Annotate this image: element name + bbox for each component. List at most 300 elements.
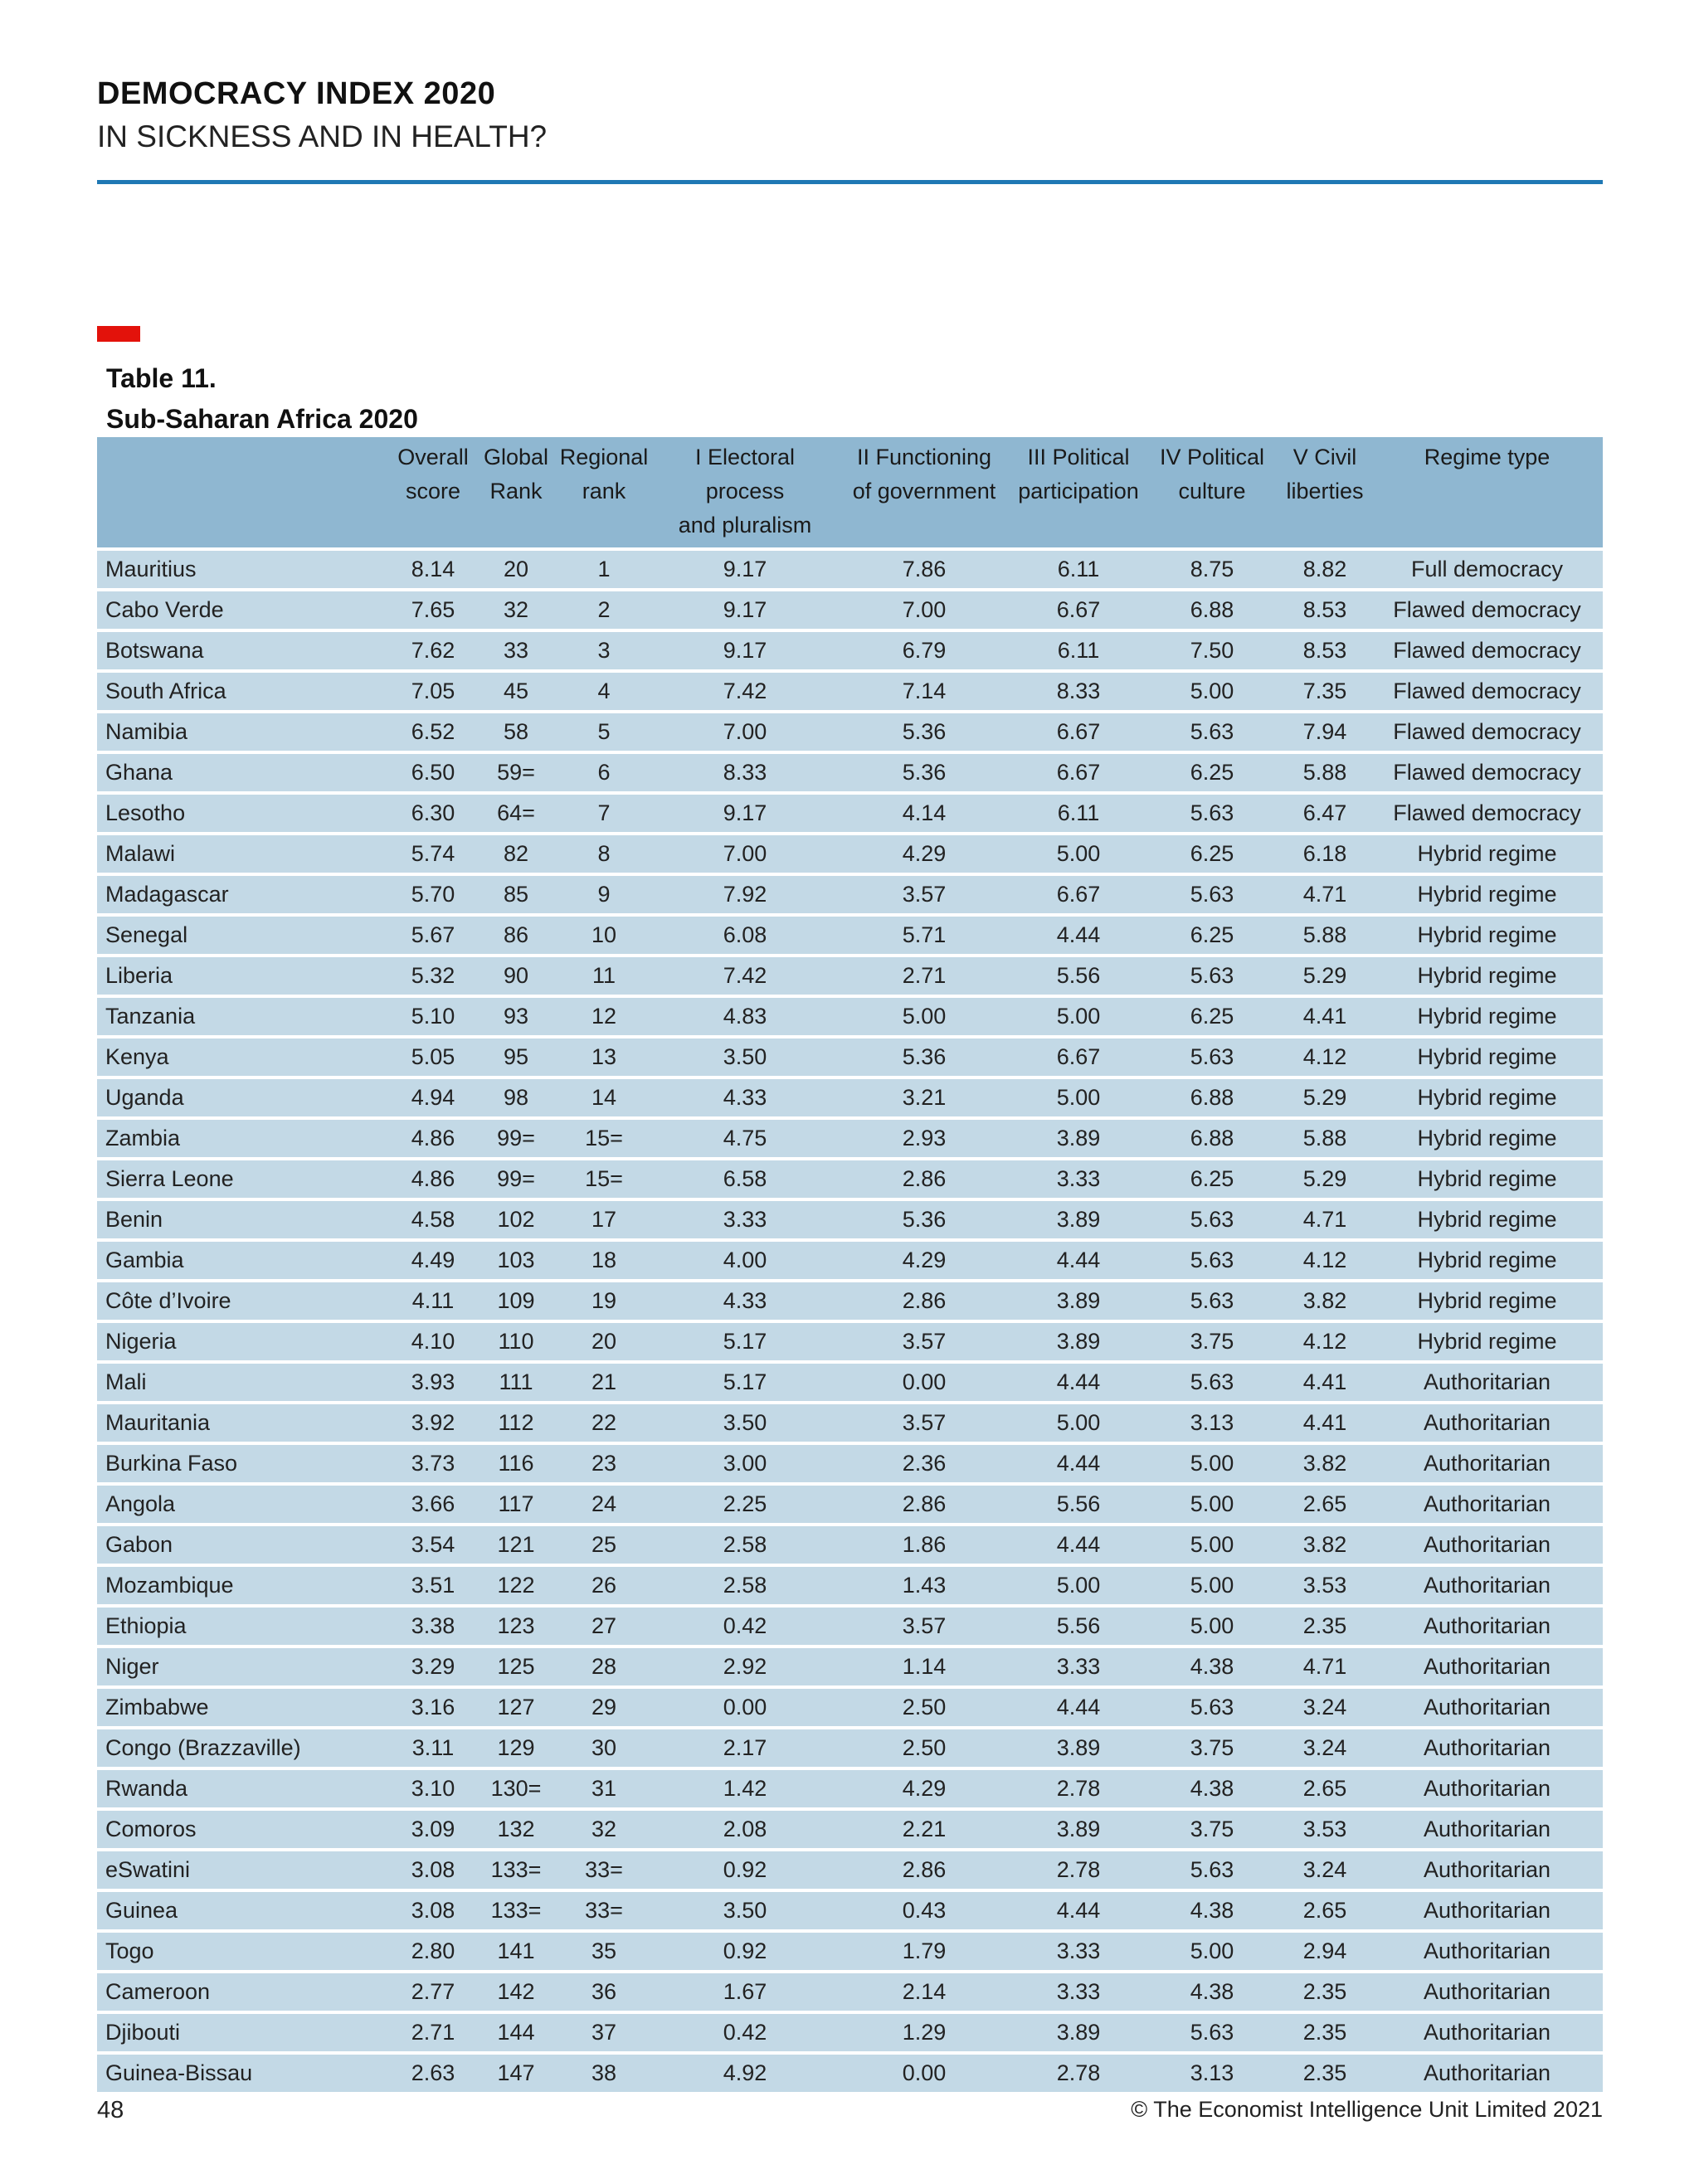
table-row: [97, 1238, 1603, 1279]
regime-type-cell: Flawed democracy: [1371, 791, 1603, 832]
functioning-government-cell: 0.00: [837, 2051, 1011, 2092]
electoral-process-cell: 4.33: [653, 1279, 837, 1320]
overall-score-cell: 3.08: [389, 1848, 477, 1889]
overall-score-cell: 4.86: [389, 1157, 477, 1198]
overall-score-cell: 3.11: [389, 1726, 477, 1767]
table-body: [97, 547, 1603, 2092]
political-participation-cell: 5.56: [1011, 1604, 1146, 1645]
regime-type-cell: Flawed democracy: [1371, 629, 1603, 669]
civil-liberties-cell: 3.53: [1278, 1564, 1371, 1604]
regime-type-cell: Authoritarian: [1371, 1929, 1603, 1970]
table-number: Table 11.: [106, 363, 217, 393]
regional-rank-cell: 13: [555, 1035, 653, 1076]
overall-score-cell: 7.65: [389, 588, 477, 629]
civil-liberties-cell: 4.41: [1278, 1360, 1371, 1401]
regional-rank-cell: 8: [555, 832, 653, 873]
global-rank-cell: 32: [477, 588, 555, 629]
regional-rank-cell: 36: [555, 1970, 653, 2011]
regime-type-cell: Hybrid regime: [1371, 1076, 1603, 1116]
overall-score-cell: 2.63: [389, 2051, 477, 2092]
column-header-line2: participation: [1018, 479, 1139, 503]
electoral-process-cell: 7.00: [653, 710, 837, 751]
regime-type-cell: Authoritarian: [1371, 1889, 1603, 1929]
overall-score-cell: 2.80: [389, 1929, 477, 1970]
document-subtitle: IN SICKNESS AND IN HEALTH?: [97, 119, 548, 153]
global-rank-cell: 123: [477, 1604, 555, 1645]
functioning-government-cell: 6.79: [837, 629, 1011, 669]
global-rank-cell: 130=: [477, 1767, 555, 1807]
political-participation-cell: 2.78: [1011, 1848, 1146, 1889]
overall-score-cell: 2.71: [389, 2011, 477, 2051]
political-culture-cell: 6.88: [1146, 588, 1278, 629]
civil-liberties-cell: 3.53: [1278, 1807, 1371, 1848]
column-header: [653, 437, 837, 547]
global-rank-cell: 99=: [477, 1116, 555, 1157]
regional-rank-cell: 24: [555, 1482, 653, 1523]
electoral-process-cell: 3.50: [653, 1035, 837, 1076]
global-rank-cell: 141: [477, 1929, 555, 1970]
political-culture-cell: 5.00: [1146, 1442, 1278, 1482]
global-rank-cell: 110: [477, 1320, 555, 1360]
regime-type-cell: Authoritarian: [1371, 1482, 1603, 1523]
electoral-process-cell: 2.58: [653, 1564, 837, 1604]
electoral-process-cell: 4.33: [653, 1076, 837, 1116]
table-row: [97, 1645, 1603, 1685]
political-participation-cell: 3.33: [1011, 1929, 1146, 1970]
country-cell: Angola: [97, 1482, 389, 1523]
country-cell: Gambia: [97, 1238, 389, 1279]
functioning-government-cell: 3.57: [837, 873, 1011, 913]
electoral-process-cell: 0.42: [653, 1604, 837, 1645]
electoral-process-cell: 4.83: [653, 995, 837, 1035]
political-participation-cell: 5.00: [1011, 832, 1146, 873]
country-cell: Botswana: [97, 629, 389, 669]
civil-liberties-cell: 5.88: [1278, 1116, 1371, 1157]
political-culture-cell: 4.38: [1146, 1889, 1278, 1929]
political-participation-cell: 3.89: [1011, 1726, 1146, 1767]
overall-score-cell: 3.51: [389, 1564, 477, 1604]
regional-rank-cell: 3: [555, 629, 653, 669]
country-cell: Mauritania: [97, 1401, 389, 1442]
political-culture-cell: 6.25: [1146, 832, 1278, 873]
column-header-line1: IV Political: [1159, 445, 1265, 469]
global-rank-cell: 132: [477, 1807, 555, 1848]
civil-liberties-cell: 5.29: [1278, 1157, 1371, 1198]
regime-type-cell: Hybrid regime: [1371, 954, 1603, 995]
political-culture-cell: 5.63: [1146, 1035, 1278, 1076]
electoral-process-cell: 9.17: [653, 791, 837, 832]
overall-score-cell: 3.10: [389, 1767, 477, 1807]
regime-type-cell: Hybrid regime: [1371, 1279, 1603, 1320]
regime-type-cell: Hybrid regime: [1371, 1116, 1603, 1157]
overall-score-cell: 5.67: [389, 913, 477, 954]
functioning-government-cell: 2.86: [837, 1848, 1011, 1889]
country-cell: Mozambique: [97, 1564, 389, 1604]
table-row: [97, 669, 1603, 710]
column-header: [837, 437, 1011, 547]
civil-liberties-cell: 5.88: [1278, 751, 1371, 791]
electoral-process-cell: 7.42: [653, 954, 837, 995]
column-header: [1146, 437, 1278, 547]
functioning-government-cell: 5.00: [837, 995, 1011, 1035]
table-row: [97, 2051, 1603, 2092]
table-row: [97, 2011, 1603, 2051]
regime-type-cell: Hybrid regime: [1371, 1157, 1603, 1198]
column-header-line2: rank: [582, 479, 626, 503]
regime-type-cell: Authoritarian: [1371, 1685, 1603, 1726]
table-row: [97, 1929, 1603, 1970]
global-rank-cell: 127: [477, 1685, 555, 1726]
political-culture-cell: 3.75: [1146, 1320, 1278, 1360]
civil-liberties-cell: 7.94: [1278, 710, 1371, 751]
overall-score-cell: 5.74: [389, 832, 477, 873]
political-culture-cell: 3.75: [1146, 1807, 1278, 1848]
civil-liberties-cell: 4.12: [1278, 1320, 1371, 1360]
country-cell: Benin: [97, 1198, 389, 1238]
country-cell: Cameroon: [97, 1970, 389, 2011]
electoral-process-cell: 4.00: [653, 1238, 837, 1279]
political-participation-cell: 5.00: [1011, 1564, 1146, 1604]
functioning-government-cell: 1.14: [837, 1645, 1011, 1685]
column-header-line2: Rank: [489, 479, 543, 503]
regime-type-cell: Authoritarian: [1371, 1807, 1603, 1848]
political-participation-cell: 6.11: [1011, 629, 1146, 669]
electoral-process-cell: 1.67: [653, 1970, 837, 2011]
political-culture-cell: 5.63: [1146, 710, 1278, 751]
electoral-process-cell: 6.08: [653, 913, 837, 954]
political-culture-cell: 5.63: [1146, 1238, 1278, 1279]
regime-type-cell: Authoritarian: [1371, 1848, 1603, 1889]
country-cell: Zimbabwe: [97, 1685, 389, 1726]
regional-rank-cell: 28: [555, 1645, 653, 1685]
civil-liberties-cell: 5.29: [1278, 1076, 1371, 1116]
global-rank-cell: 64=: [477, 791, 555, 832]
political-participation-cell: 6.67: [1011, 873, 1146, 913]
political-participation-cell: 3.33: [1011, 1970, 1146, 2011]
political-participation-cell: 4.44: [1011, 1360, 1146, 1401]
overall-score-cell: 3.92: [389, 1401, 477, 1442]
regime-type-cell: Authoritarian: [1371, 1523, 1603, 1564]
regional-rank-cell: 10: [555, 913, 653, 954]
column-header: [555, 437, 653, 547]
functioning-government-cell: 5.36: [837, 710, 1011, 751]
functioning-government-cell: 5.36: [837, 1035, 1011, 1076]
country-cell: Burkina Faso: [97, 1442, 389, 1482]
functioning-government-cell: 1.79: [837, 1929, 1011, 1970]
table-header-row: [97, 437, 1603, 547]
global-rank-cell: 45: [477, 669, 555, 710]
electoral-process-cell: 0.92: [653, 1848, 837, 1889]
table-caption: [106, 358, 1599, 440]
functioning-government-cell: 7.86: [837, 547, 1011, 588]
electoral-process-cell: 2.58: [653, 1523, 837, 1564]
civil-liberties-cell: 4.12: [1278, 1238, 1371, 1279]
regional-rank-cell: 7: [555, 791, 653, 832]
political-culture-cell: 6.25: [1146, 995, 1278, 1035]
functioning-government-cell: 5.36: [837, 1198, 1011, 1238]
functioning-government-cell: 0.00: [837, 1360, 1011, 1401]
country-cell: Togo: [97, 1929, 389, 1970]
column-header-line1: II Functioning: [856, 445, 992, 469]
column-header: [389, 437, 477, 547]
civil-liberties-cell: 8.53: [1278, 629, 1371, 669]
functioning-government-cell: 1.29: [837, 2011, 1011, 2051]
political-participation-cell: 4.44: [1011, 913, 1146, 954]
country-cell: Niger: [97, 1645, 389, 1685]
political-participation-cell: 3.89: [1011, 2011, 1146, 2051]
overall-score-cell: 4.11: [389, 1279, 477, 1320]
country-cell: Uganda: [97, 1076, 389, 1116]
table-row: [97, 1401, 1603, 1442]
table-row: [97, 1767, 1603, 1807]
political-participation-cell: 3.33: [1011, 1645, 1146, 1685]
regional-rank-cell: 20: [555, 1320, 653, 1360]
political-culture-cell: 5.63: [1146, 1360, 1278, 1401]
political-participation-cell: 5.56: [1011, 954, 1146, 995]
political-culture-cell: 5.00: [1146, 1482, 1278, 1523]
country-cell: Madagascar: [97, 873, 389, 913]
regional-rank-cell: 4: [555, 669, 653, 710]
global-rank-cell: 103: [477, 1238, 555, 1279]
regional-rank-cell: 14: [555, 1076, 653, 1116]
regime-type-cell: Authoritarian: [1371, 1726, 1603, 1767]
country-cell: Côte d’Ivoire: [97, 1279, 389, 1320]
column-header-line2: culture: [1178, 479, 1246, 503]
electoral-process-cell: 6.58: [653, 1157, 837, 1198]
table-row: [97, 1360, 1603, 1401]
regional-rank-cell: 35: [555, 1929, 653, 1970]
functioning-government-cell: 1.43: [837, 1564, 1011, 1604]
overall-score-cell: 6.30: [389, 791, 477, 832]
overall-score-cell: 3.54: [389, 1523, 477, 1564]
global-rank-cell: 102: [477, 1198, 555, 1238]
overall-score-cell: 4.58: [389, 1198, 477, 1238]
functioning-government-cell: 2.86: [837, 1482, 1011, 1523]
political-participation-cell: 4.44: [1011, 1523, 1146, 1564]
table-row: [97, 954, 1603, 995]
overall-score-cell: 5.05: [389, 1035, 477, 1076]
overall-score-cell: 3.93: [389, 1360, 477, 1401]
electoral-process-cell: 3.33: [653, 1198, 837, 1238]
regime-type-cell: Full democracy: [1371, 547, 1603, 588]
electoral-process-cell: 1.42: [653, 1767, 837, 1807]
table-title: Sub-Saharan Africa 2020: [106, 404, 418, 434]
regime-type-cell: Hybrid regime: [1371, 832, 1603, 873]
electoral-process-cell: 3.00: [653, 1442, 837, 1482]
political-culture-cell: 3.75: [1146, 1726, 1278, 1767]
functioning-government-cell: 3.57: [837, 1401, 1011, 1442]
column-header-line2: score: [405, 479, 461, 503]
regional-rank-cell: 29: [555, 1685, 653, 1726]
global-rank-cell: 93: [477, 995, 555, 1035]
page-number: 48: [97, 2097, 124, 2123]
overall-score-cell: 3.38: [389, 1604, 477, 1645]
column-header: [1011, 437, 1146, 547]
civil-liberties-cell: 8.53: [1278, 588, 1371, 629]
country-cell: Namibia: [97, 710, 389, 751]
political-participation-cell: 2.78: [1011, 1767, 1146, 1807]
regional-rank-cell: 17: [555, 1198, 653, 1238]
political-culture-cell: 5.63: [1146, 954, 1278, 995]
electoral-process-cell: 0.00: [653, 1685, 837, 1726]
functioning-government-cell: 3.57: [837, 1320, 1011, 1360]
country-cell: Congo (Brazzaville): [97, 1726, 389, 1767]
civil-liberties-cell: 4.12: [1278, 1035, 1371, 1076]
regional-rank-cell: 5: [555, 710, 653, 751]
regime-type-cell: Flawed democracy: [1371, 710, 1603, 751]
table-row: [97, 751, 1603, 791]
regime-type-cell: Authoritarian: [1371, 1767, 1603, 1807]
table-row: [97, 710, 1603, 751]
document-title: DEMOCRACY INDEX 2020: [97, 76, 496, 111]
political-participation-cell: 3.89: [1011, 1320, 1146, 1360]
column-header-line1: Global: [483, 445, 549, 469]
regional-rank-cell: 9: [555, 873, 653, 913]
political-culture-cell: 8.75: [1146, 547, 1278, 588]
electoral-process-cell: 4.92: [653, 2051, 837, 2092]
functioning-government-cell: 1.86: [837, 1523, 1011, 1564]
political-culture-cell: 5.00: [1146, 669, 1278, 710]
overall-score-cell: 3.29: [389, 1645, 477, 1685]
political-culture-cell: 5.63: [1146, 1198, 1278, 1238]
regional-rank-cell: 32: [555, 1807, 653, 1848]
political-culture-cell: 5.00: [1146, 1604, 1278, 1645]
political-participation-cell: 3.89: [1011, 1807, 1146, 1848]
regional-rank-cell: 12: [555, 995, 653, 1035]
overall-score-cell: 4.86: [389, 1116, 477, 1157]
header-country: [97, 437, 389, 547]
global-rank-cell: 90: [477, 954, 555, 995]
overall-score-cell: 7.62: [389, 629, 477, 669]
civil-liberties-cell: 6.47: [1278, 791, 1371, 832]
electoral-process-cell: 0.92: [653, 1929, 837, 1970]
column-header-line1: Regional: [559, 445, 649, 469]
global-rank-cell: 117: [477, 1482, 555, 1523]
functioning-government-cell: 0.43: [837, 1889, 1011, 1929]
column-header-line2: liberties: [1286, 479, 1364, 503]
global-rank-cell: 82: [477, 832, 555, 873]
country-cell: Sierra Leone: [97, 1157, 389, 1198]
civil-liberties-cell: 2.94: [1278, 1929, 1371, 1970]
political-participation-cell: 3.89: [1011, 1279, 1146, 1320]
functioning-government-cell: 4.29: [837, 1767, 1011, 1807]
political-participation-cell: 2.78: [1011, 2051, 1146, 2092]
table-row: [97, 1726, 1603, 1767]
political-participation-cell: 5.00: [1011, 995, 1146, 1035]
civil-liberties-cell: 4.41: [1278, 1401, 1371, 1442]
civil-liberties-cell: 3.24: [1278, 1726, 1371, 1767]
overall-score-cell: 4.94: [389, 1076, 477, 1116]
regional-rank-cell: 37: [555, 2011, 653, 2051]
functioning-government-cell: 2.50: [837, 1685, 1011, 1726]
global-rank-cell: 33: [477, 629, 555, 669]
regional-rank-cell: 33=: [555, 1848, 653, 1889]
global-rank-cell: 58: [477, 710, 555, 751]
political-participation-cell: 8.33: [1011, 669, 1146, 710]
civil-liberties-cell: 3.82: [1278, 1523, 1371, 1564]
political-participation-cell: 6.67: [1011, 1035, 1146, 1076]
civil-liberties-cell: 4.71: [1278, 1198, 1371, 1238]
functioning-government-cell: 2.36: [837, 1442, 1011, 1482]
political-culture-cell: 3.13: [1146, 1401, 1278, 1442]
political-culture-cell: 5.63: [1146, 1848, 1278, 1889]
political-culture-cell: 5.63: [1146, 2011, 1278, 2051]
political-culture-cell: 5.63: [1146, 791, 1278, 832]
table-row: [97, 1035, 1603, 1076]
functioning-government-cell: 5.36: [837, 751, 1011, 791]
electoral-process-cell: 2.92: [653, 1645, 837, 1685]
global-rank-cell: 116: [477, 1442, 555, 1482]
country-cell: Guinea-Bissau: [97, 2051, 389, 2092]
civil-liberties-cell: 4.71: [1278, 873, 1371, 913]
political-participation-cell: 4.44: [1011, 1685, 1146, 1726]
global-rank-cell: 86: [477, 913, 555, 954]
table-row: [97, 1564, 1603, 1604]
table-row: [97, 1116, 1603, 1157]
global-rank-cell: 144: [477, 2011, 555, 2051]
regime-type-cell: Flawed democracy: [1371, 751, 1603, 791]
political-culture-cell: 6.25: [1146, 1157, 1278, 1198]
electoral-process-cell: 4.75: [653, 1116, 837, 1157]
column-header-line1: Overall: [397, 445, 469, 469]
column-header-line1: V Civil: [1293, 445, 1357, 469]
column-header-line1: Regime type: [1424, 445, 1551, 469]
political-participation-cell: 3.89: [1011, 1198, 1146, 1238]
regional-rank-cell: 23: [555, 1442, 653, 1482]
political-culture-cell: 3.13: [1146, 2051, 1278, 2092]
global-rank-cell: 122: [477, 1564, 555, 1604]
regional-rank-cell: 33=: [555, 1889, 653, 1929]
overall-score-cell: 8.14: [389, 547, 477, 588]
overall-score-cell: 5.70: [389, 873, 477, 913]
table-row: [97, 1157, 1603, 1198]
table-row: [97, 547, 1603, 588]
electoral-process-cell: 7.00: [653, 832, 837, 873]
overall-score-cell: 7.05: [389, 669, 477, 710]
functioning-government-cell: 7.14: [837, 669, 1011, 710]
country-cell: Kenya: [97, 1035, 389, 1076]
table-row: [97, 588, 1603, 629]
political-culture-cell: 5.63: [1146, 1279, 1278, 1320]
civil-liberties-cell: 5.29: [1278, 954, 1371, 995]
political-participation-cell: 6.67: [1011, 710, 1146, 751]
regional-rank-cell: 21: [555, 1360, 653, 1401]
political-culture-cell: 5.63: [1146, 1685, 1278, 1726]
country-cell: Rwanda: [97, 1767, 389, 1807]
functioning-government-cell: 4.14: [837, 791, 1011, 832]
regime-type-cell: Hybrid regime: [1371, 995, 1603, 1035]
civil-liberties-cell: 7.35: [1278, 669, 1371, 710]
regime-type-cell: Hybrid regime: [1371, 1320, 1603, 1360]
global-rank-cell: 59=: [477, 751, 555, 791]
functioning-government-cell: 3.57: [837, 1604, 1011, 1645]
regional-rank-cell: 31: [555, 1767, 653, 1807]
electoral-process-cell: 2.17: [653, 1726, 837, 1767]
civil-liberties-cell: 2.35: [1278, 1604, 1371, 1645]
regime-type-cell: Authoritarian: [1371, 2051, 1603, 2092]
overall-score-cell: 3.09: [389, 1807, 477, 1848]
regime-type-cell: Authoritarian: [1371, 1970, 1603, 2011]
political-culture-cell: 4.38: [1146, 1645, 1278, 1685]
overall-score-cell: 3.66: [389, 1482, 477, 1523]
political-participation-cell: 4.44: [1011, 1442, 1146, 1482]
regional-rank-cell: 25: [555, 1523, 653, 1564]
electoral-process-cell: 9.17: [653, 547, 837, 588]
table-row: [97, 1198, 1603, 1238]
column-header-line1: I Electoral process: [694, 445, 796, 503]
regional-rank-cell: 6: [555, 751, 653, 791]
civil-liberties-cell: 3.24: [1278, 1848, 1371, 1889]
